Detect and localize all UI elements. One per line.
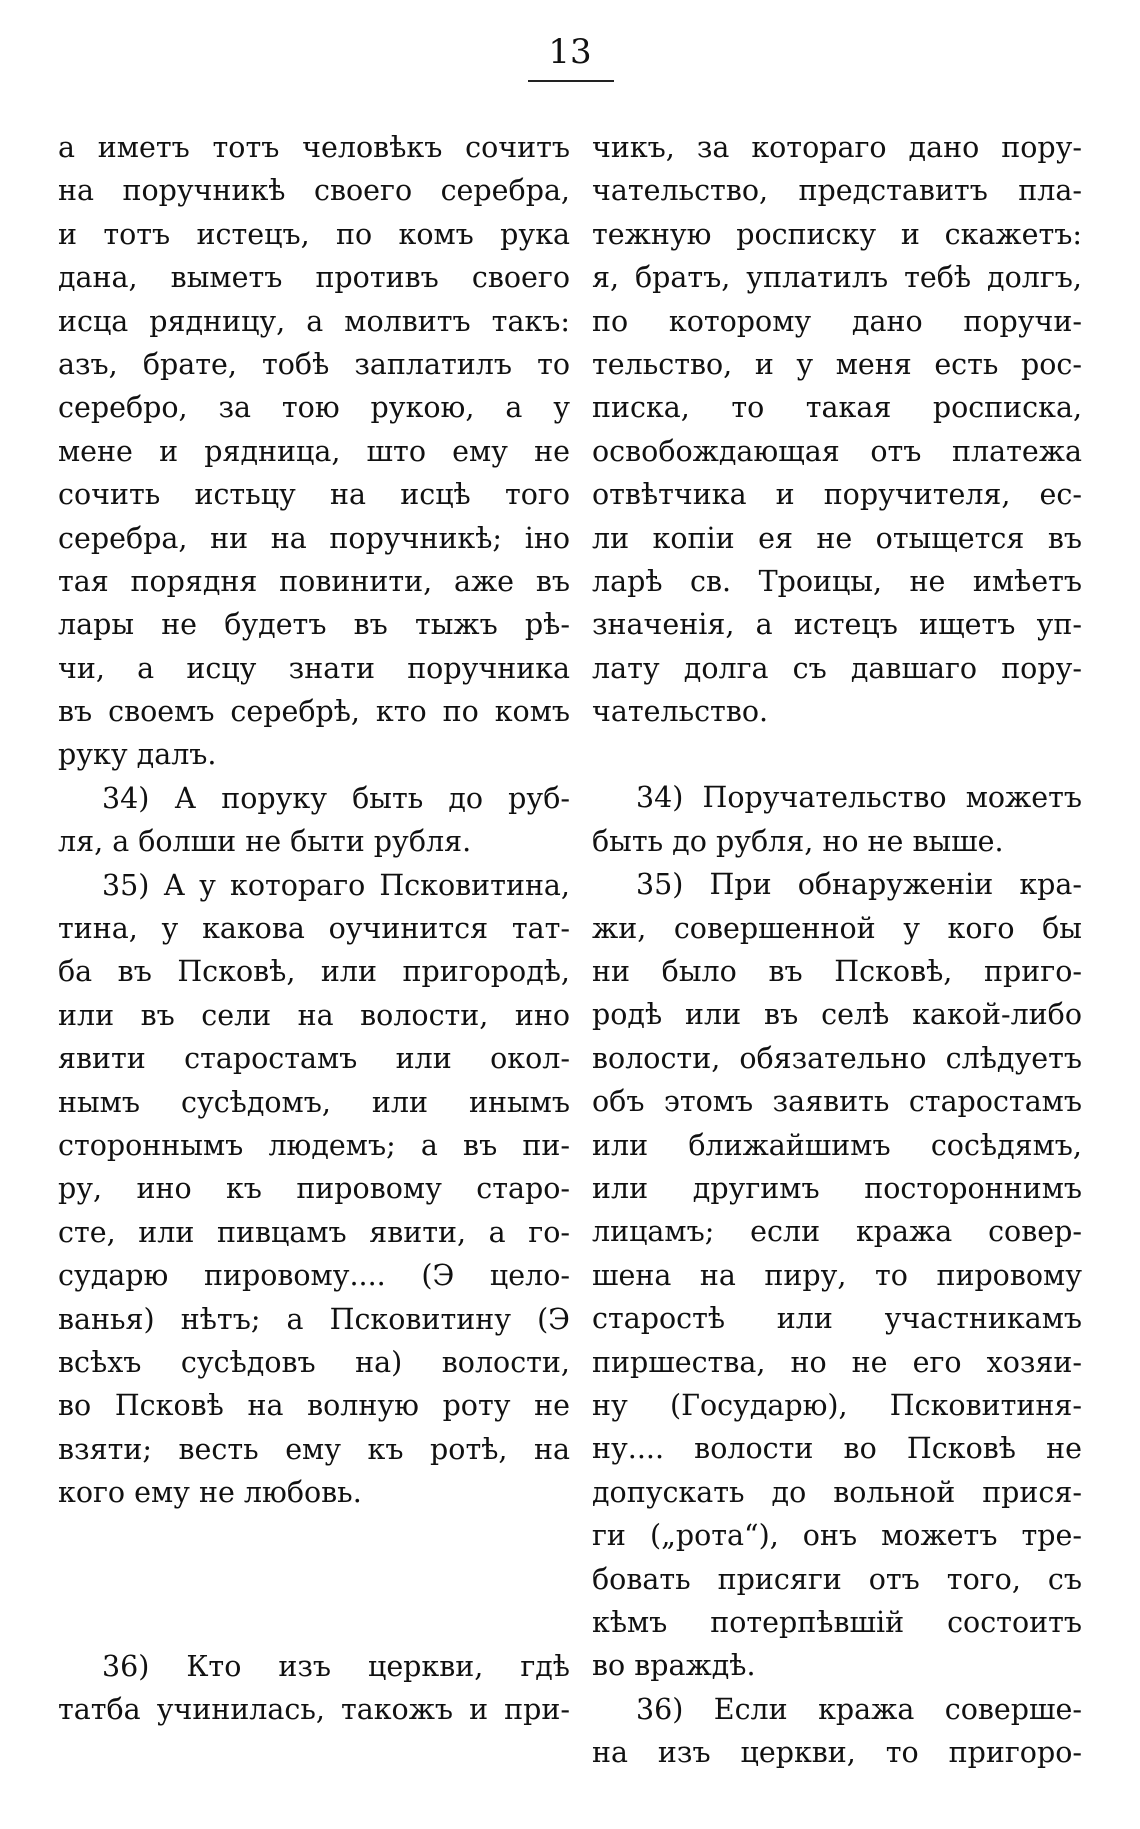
article-35-start: 35) При обнаруженіи кра- — [636, 868, 1082, 902]
right-column-translation — [592, 126, 1082, 1774]
text-line: чикъ, за котораго дано пору- — [592, 131, 1082, 164]
text-line: въ своемъ серебрѣ, кто по комъ — [58, 695, 570, 729]
text-line: волости, обязательно слѣдуетъ — [592, 1041, 1082, 1075]
text-line: на изъ церкви, то пригоро- — [592, 1736, 1082, 1770]
text-line: ги („рота“), онъ можетъ тре- — [592, 1519, 1082, 1553]
text-line: или ближайшимъ сосѣдямъ, — [592, 1128, 1082, 1162]
text-line: татба учинилась, такожъ и при- — [58, 1692, 570, 1726]
text-line: быть до рубля, но не выше. — [592, 824, 1004, 858]
text-line: тина, у какова оучинится тат- — [58, 912, 570, 946]
text-line: отвѣтчика и поручителя, ес- — [592, 478, 1082, 512]
text-line: лицамъ; если кража совер- — [592, 1215, 1082, 1249]
text-line: писка, то такая росписка, — [592, 391, 1082, 425]
text-line: чательство, представитъ пла- — [592, 174, 1082, 208]
text-line: серебро, за тою рукою, а у — [58, 391, 570, 425]
text-line: родѣ или въ селѣ какой-либо — [592, 998, 1082, 1032]
text-line: кого ему не любовь. — [58, 1476, 362, 1510]
text-line: пиршества, но не его хозяи- — [592, 1345, 1082, 1379]
page-number: 13 — [548, 32, 592, 72]
text-line: тежную росписку и скажетъ: — [592, 217, 1082, 251]
text-line: исца рядницу, а молвитъ такъ: — [58, 304, 570, 338]
left-column-original-text — [58, 126, 570, 1731]
text-line: руку далъ. — [58, 738, 217, 772]
text-line: ванья) нѣтъ; а Псковитину (Э — [58, 1302, 570, 1336]
text-line: во враждѣ. — [592, 1649, 756, 1683]
text-line: тельство, и у меня есть рос- — [592, 347, 1082, 381]
text-line: ли копіи ея не отыщется въ — [592, 521, 1082, 555]
text-line: жи, совершенной у кого бы — [592, 911, 1082, 945]
text-line: мене и рядница, што ему не — [58, 434, 570, 468]
text-line: на поручникѣ своего серебра, — [58, 174, 570, 208]
text-line: дана, выметъ противъ своего — [58, 261, 570, 295]
text-line: старостѣ или участникамъ — [592, 1302, 1082, 1336]
text-line: всѣхъ сусѣдовъ на) волости, — [58, 1345, 570, 1379]
text-line: во Псковѣ на волную роту не — [58, 1389, 570, 1423]
text-line: освобождающая отъ платежа — [592, 434, 1082, 468]
text-line: я, братъ, уплатилъ тебѣ долгъ, — [592, 261, 1082, 295]
text-line: ру, ино къ пировому старо- — [58, 1172, 570, 1206]
text-line: или въ сели на волости, ино — [58, 998, 570, 1032]
text-line: чательство. — [592, 695, 769, 729]
text-line: лату долга съ давшаго пору- — [592, 651, 1082, 685]
column-gap — [58, 1515, 570, 1645]
article-36-start: 36) Если кража соверше- — [636, 1692, 1082, 1726]
text-line: или другимъ постороннимъ — [592, 1171, 1082, 1205]
text-line: серебра, ни на поручникѣ; іно — [58, 521, 570, 555]
page-number-rule — [528, 80, 614, 82]
text-line: чи, а исцу знати поручника — [58, 651, 570, 685]
text-line: сте, или пивцамъ явити, а го- — [58, 1215, 570, 1249]
column-gap — [592, 733, 1082, 776]
article-34-start: 34) А поруку быть до руб- — [102, 781, 570, 815]
text-line: допускать до вольной прися- — [592, 1475, 1082, 1509]
article-36-start: 36) Кто изъ церкви, гдѣ — [102, 1649, 570, 1683]
text-line: взяти; весть ему къ ротѣ, на — [58, 1432, 570, 1466]
text-line: по которому дано поручи- — [592, 304, 1082, 338]
text-line: ба въ Псковѣ, или пригородѣ, — [58, 955, 570, 989]
text-line: а иметъ тотъ человѣкъ сочитъ — [58, 131, 570, 164]
text-line: шена на пиру, то пировому — [592, 1258, 1082, 1292]
article-35-start: 35) А у котораго Псковитина, — [102, 868, 570, 902]
text-line: объ этомъ заявить старостамъ — [592, 1085, 1082, 1119]
text-line: стороннымъ людемъ; а въ пи- — [58, 1128, 570, 1162]
text-line: кѣмъ потерпѣвшій состоитъ — [592, 1605, 1082, 1639]
text-line: нымъ сусѣдомъ, или инымъ — [58, 1085, 570, 1119]
text-line: сочить истьцу на исцѣ того — [58, 478, 570, 512]
text-line: ларѣ св. Троицы, не имѣетъ — [592, 564, 1082, 598]
text-line: азъ, брате, тобѣ заплатилъ то — [58, 347, 570, 381]
text-line: значенія, а истецъ ищетъ уп- — [592, 608, 1082, 642]
text-line: тая порядня повинити, аже въ — [58, 564, 570, 598]
article-34-start: 34) Поручательство можетъ — [636, 781, 1082, 815]
text-line: и тотъ истецъ, по комъ рука — [58, 217, 570, 251]
text-line: ну.... волости во Псковѣ не — [592, 1432, 1082, 1466]
text-line: лары не будетъ въ тыжъ рѣ- — [58, 608, 570, 642]
text-line: ля, а болши не быти рубля. — [58, 825, 472, 859]
text-line: ни было въ Псковѣ, приго- — [592, 955, 1082, 989]
text-line: явити старостамъ или окол- — [58, 1042, 570, 1076]
text-line: бовать присяги отъ того, съ — [592, 1562, 1082, 1596]
text-line: ну (Государю), Псковитиня- — [592, 1388, 1082, 1422]
text-line: сударю пировому.... (Э цело- — [58, 1259, 570, 1293]
